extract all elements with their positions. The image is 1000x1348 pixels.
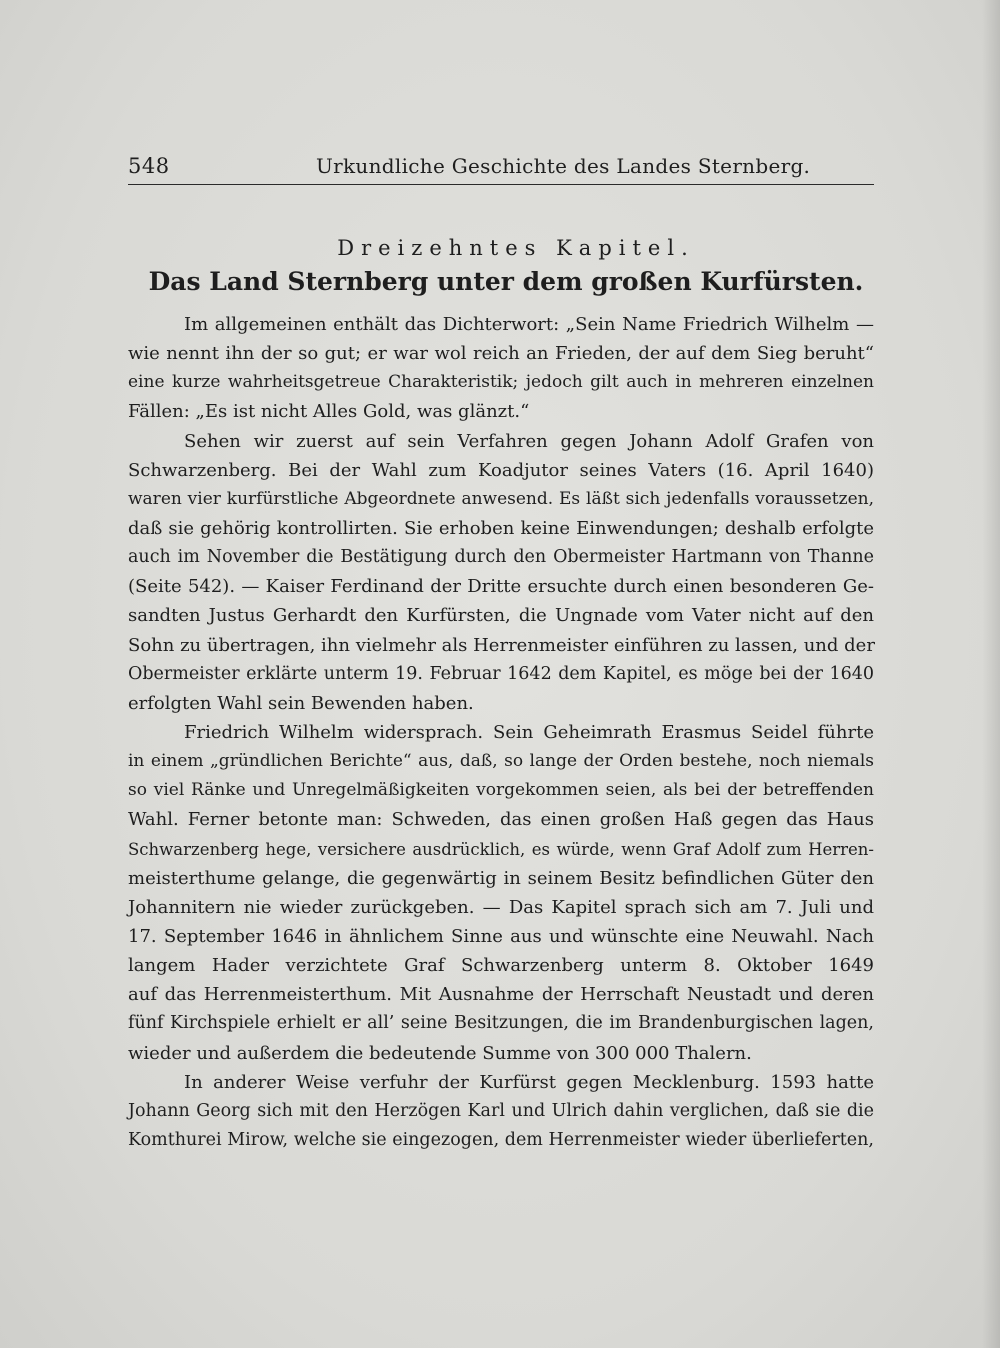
text-line: Friedrich Wilhelm widersprach. Sein Geheimrath Erasmus Seidel führte <box>184 721 874 743</box>
text-line: so viel Ränke und Unregelmäßigkeiten vorgekommen seien, als bei der betreffenden <box>128 780 874 801</box>
text-line: Johann Georg sich mit den Herzögen Karl und Ulrich dahin verglichen, daß sie die <box>128 1100 874 1121</box>
text-line: 17. September 1646 in ähnlichem Sinne aus und wünschte eine Neuwahl. Nach <box>128 925 874 947</box>
text-line: Komthurei Mirow, welche sie eingezogen, dem Herrenmeister wieder überlieferten, <box>128 1129 874 1150</box>
header-rule <box>128 184 874 185</box>
text-line: fünf Kirchspiele erhielt er all’ seine Besitzungen, die im Brandenburgischen lagen, <box>128 1013 874 1034</box>
text-line: daß sie gehörig kontrollirten. Sie erhoben keine Einwendungen; deshalb erfolgte <box>128 517 874 539</box>
page-edge-shadow <box>982 0 1000 1348</box>
body-text <box>128 310 874 1155</box>
text-line: Wahl. Ferner betonte man: Schweden, das einen großen Haß gegen das Haus <box>128 809 874 831</box>
text-line: erfolgten Wahl sein Bewenden haben. <box>128 692 474 714</box>
text-line: eine kurze wahrheitsgetreue Charakteristik; jedoch gilt auch in mehreren einzelnen <box>128 372 874 393</box>
page-header <box>128 152 874 186</box>
running-title: Urkundliche Geschichte des Landes Sternberg. <box>316 154 811 178</box>
text-line: auf das Herrenmeisterthum. Mit Ausnahme der Herrschaft Neustadt und deren <box>128 984 874 1006</box>
text-line: Im allgemeinen enthält das Dichterwort: „Sein Name Friedrich Wilhelm — <box>184 314 874 335</box>
text-line: Johannitern nie wieder zurückgeben. — Das Kapitel sprach sich am 7. Juli und <box>128 896 874 918</box>
text-line: (Seite 542). — Kaiser Ferdinand der Dritte ersuchte durch einen besonderen Ge- <box>128 576 874 598</box>
text-line: Obermeister erklärte unterm 19. Februar 1642 dem Kapitel, es möge bei der 1640 <box>128 663 874 684</box>
chapter-title: Das Land Sternberg unter dem großen Kurfürsten. <box>148 267 864 296</box>
text-line: langem Hader verzichtete Graf Schwarzenberg unterm 8. Oktober 1649 <box>128 955 874 977</box>
chapter-number: Dreizehntes Kapitel. <box>337 236 695 260</box>
text-line: Schwarzenberg hege, versichere ausdrücklich, es würde, wenn Graf Adolf zum Herren- <box>128 839 874 859</box>
text-line: Sohn zu übertragen, ihn vielmehr als Herrenmeister einführen zu lassen, und der <box>128 634 875 656</box>
text-line: Schwarzenberg. Bei der Wahl zum Koadjutor seines Vaters (16. April 1640) <box>128 459 874 481</box>
text-line: wieder und außerdem die bedeutende Summe von 300 000 Thalern. <box>128 1042 752 1064</box>
text-line: sandten Justus Gerhardt den Kurfürsten, die Ungnade vom Vater nicht auf den <box>128 605 874 627</box>
text-line: meisterthume gelange, die gegenwärtig in seinem Besitz befindlichen Güter den <box>128 867 874 889</box>
text-line: wie nennt ihn der so gut; er war wol reich an Frieden, der auf dem Sieg beruht“ <box>128 343 874 365</box>
text-line: Sehen wir zuerst auf sein Verfahren gegen Johann Adolf Grafen von <box>184 430 874 452</box>
text-line: In anderer Weise verfuhr der Kurfürst gegen Mecklenburg. 1593 hatte <box>184 1071 874 1093</box>
page-number: 548 <box>128 154 170 178</box>
chapter-heading <box>128 234 874 300</box>
text-line: Fällen: „Es ist nicht Alles Gold, was glänzt.“ <box>128 401 530 423</box>
text-line: in einem „gründlichen Berichte“ aus, daß, so lange der Orden bestehe, noch niemals <box>128 751 874 772</box>
text-line: waren vier kurfürstliche Abgeordnete anwesend. Es läßt sich jedenfalls voraussetzen, <box>128 488 874 509</box>
text-line: auch im November die Bestätigung durch den Obermeister Hartmann von Thanne <box>128 547 874 568</box>
